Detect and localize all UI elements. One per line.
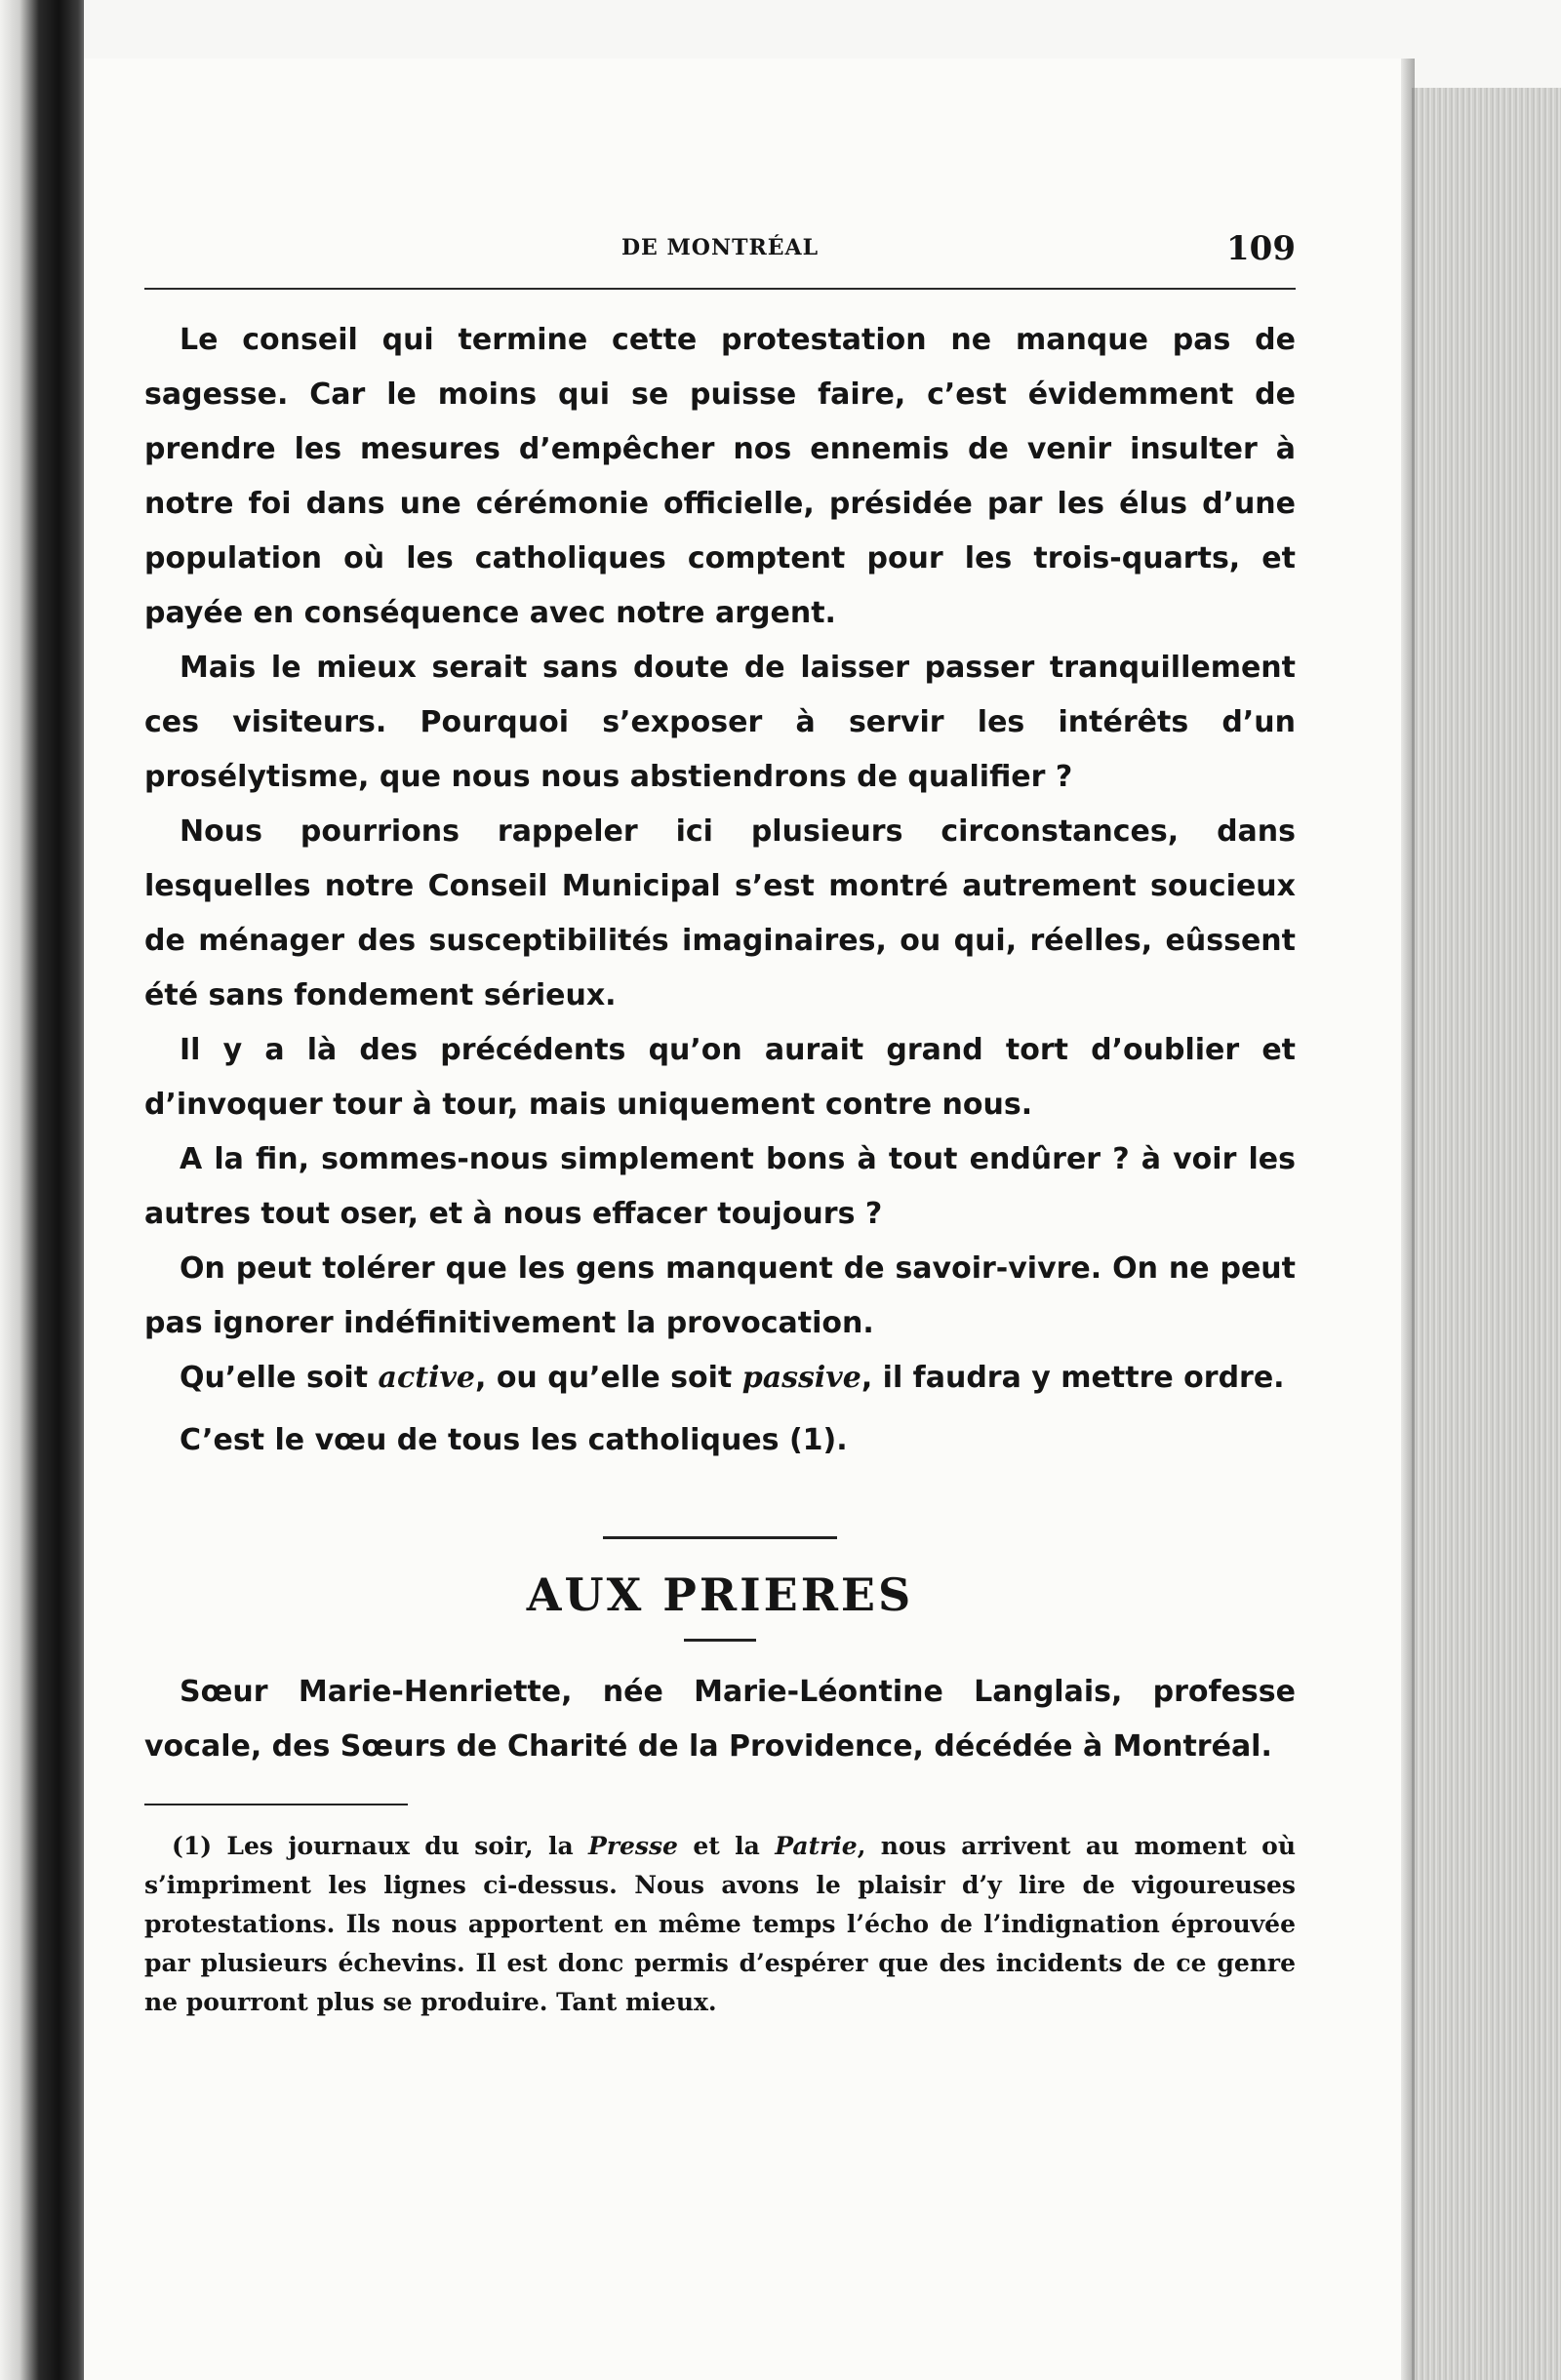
paragraph: Nous pourrions rappeler ici plusieurs circonstances, dans lesquelles notre Conseil Municipal s’est montré autrement soucieux de ménager des susceptibilités imaginaires, ou qui, réelles, eûssent été sans fondement sérieux.	[144, 814, 1296, 1012]
footnote	[144, 1827, 1296, 2022]
book-binding	[0, 0, 84, 2380]
text-run: et la	[677, 1832, 776, 1860]
section-paragraph: Sœur Marie-Henriette, née Marie-Léontine Langlais, professe vocale, des Sœurs de Charité de la Providence, décédée à Montréal.	[144, 1675, 1296, 1764]
section-title-rule	[684, 1639, 756, 1642]
book-page	[84, 59, 1401, 2380]
paragraph-with-italics	[144, 1351, 1296, 1406]
header-rule	[144, 288, 1296, 290]
section-title: AUX PRIERES	[526, 1568, 914, 1621]
text-run: Qu’elle soit	[180, 1361, 379, 1395]
article-body	[144, 313, 1296, 1468]
italic-word: Presse	[588, 1832, 678, 1860]
footnote-rule	[144, 1804, 408, 1805]
italic-word: active	[378, 1361, 475, 1395]
paragraph: Mais le mieux serait sans doute de laisser passer tranquillement ces visiteurs. Pourquoi s’exposer à servir les intérêts d’un prosélytisme, que nous nous abstiendrons de qualifier ?	[144, 651, 1296, 794]
text-run: , nous arrivent au moment où s’impriment les lignes ci-dessus. Nous avons le plaisir d’y lire de vigoureuses protestations. Ils nous apportent en même temps l’écho de l’indignation éprouvée par plusieurs échevins. Il est donc permis d’espérer que des incidents de ce genre ne pourront plus se produire. Tant mieux.	[144, 1832, 1297, 2016]
running-head	[144, 229, 1296, 288]
running-title: DE MONTRÉAL	[620, 235, 820, 260]
paragraph: Le conseil qui termine cette protestation ne manque pas de sagesse. Car le moins qui se puisse faire, c’est évidemment de prendre les mesures d’empêcher nos ennemis de venir insulter à notre foi dans une cérémonie officielle, présidée par les élus d’une population où les catholiques comptent pour les trois-quarts, et payée en conséquence avec notre argent.	[144, 323, 1296, 630]
paragraph: On peut tolérer que les gens manquent de savoir-vivre. On ne peut pas ignorer indéfinitivement la provocation.	[144, 1251, 1296, 1340]
paragraph: Il y a là des précédents qu’on aurait grand tort d’oublier et d’invoquer tour à tour, mais uniquement contre nous.	[144, 1033, 1296, 1122]
text-run: (1) Les journaux du soir, la	[172, 1832, 589, 1860]
text-run: , ou qu’elle soit	[474, 1361, 742, 1395]
text-run: , il faudra y mettre ordre.	[861, 1361, 1285, 1395]
section-divider	[603, 1536, 837, 1539]
page-content	[144, 229, 1296, 2022]
page-number: 109	[1226, 229, 1296, 268]
book-page-edges	[1412, 88, 1561, 2380]
paragraph: A la fin, sommes-nous simplement bons à tout endûrer ? à voir les autres tout oser, et à nous effacer toujours ?	[144, 1142, 1296, 1231]
closing-paragraph: C’est le vœu de tous les catholiques (1).	[180, 1423, 848, 1457]
italic-word: passive	[741, 1361, 861, 1395]
italic-word: Patrie	[775, 1832, 858, 1860]
section-body	[144, 1665, 1296, 1774]
